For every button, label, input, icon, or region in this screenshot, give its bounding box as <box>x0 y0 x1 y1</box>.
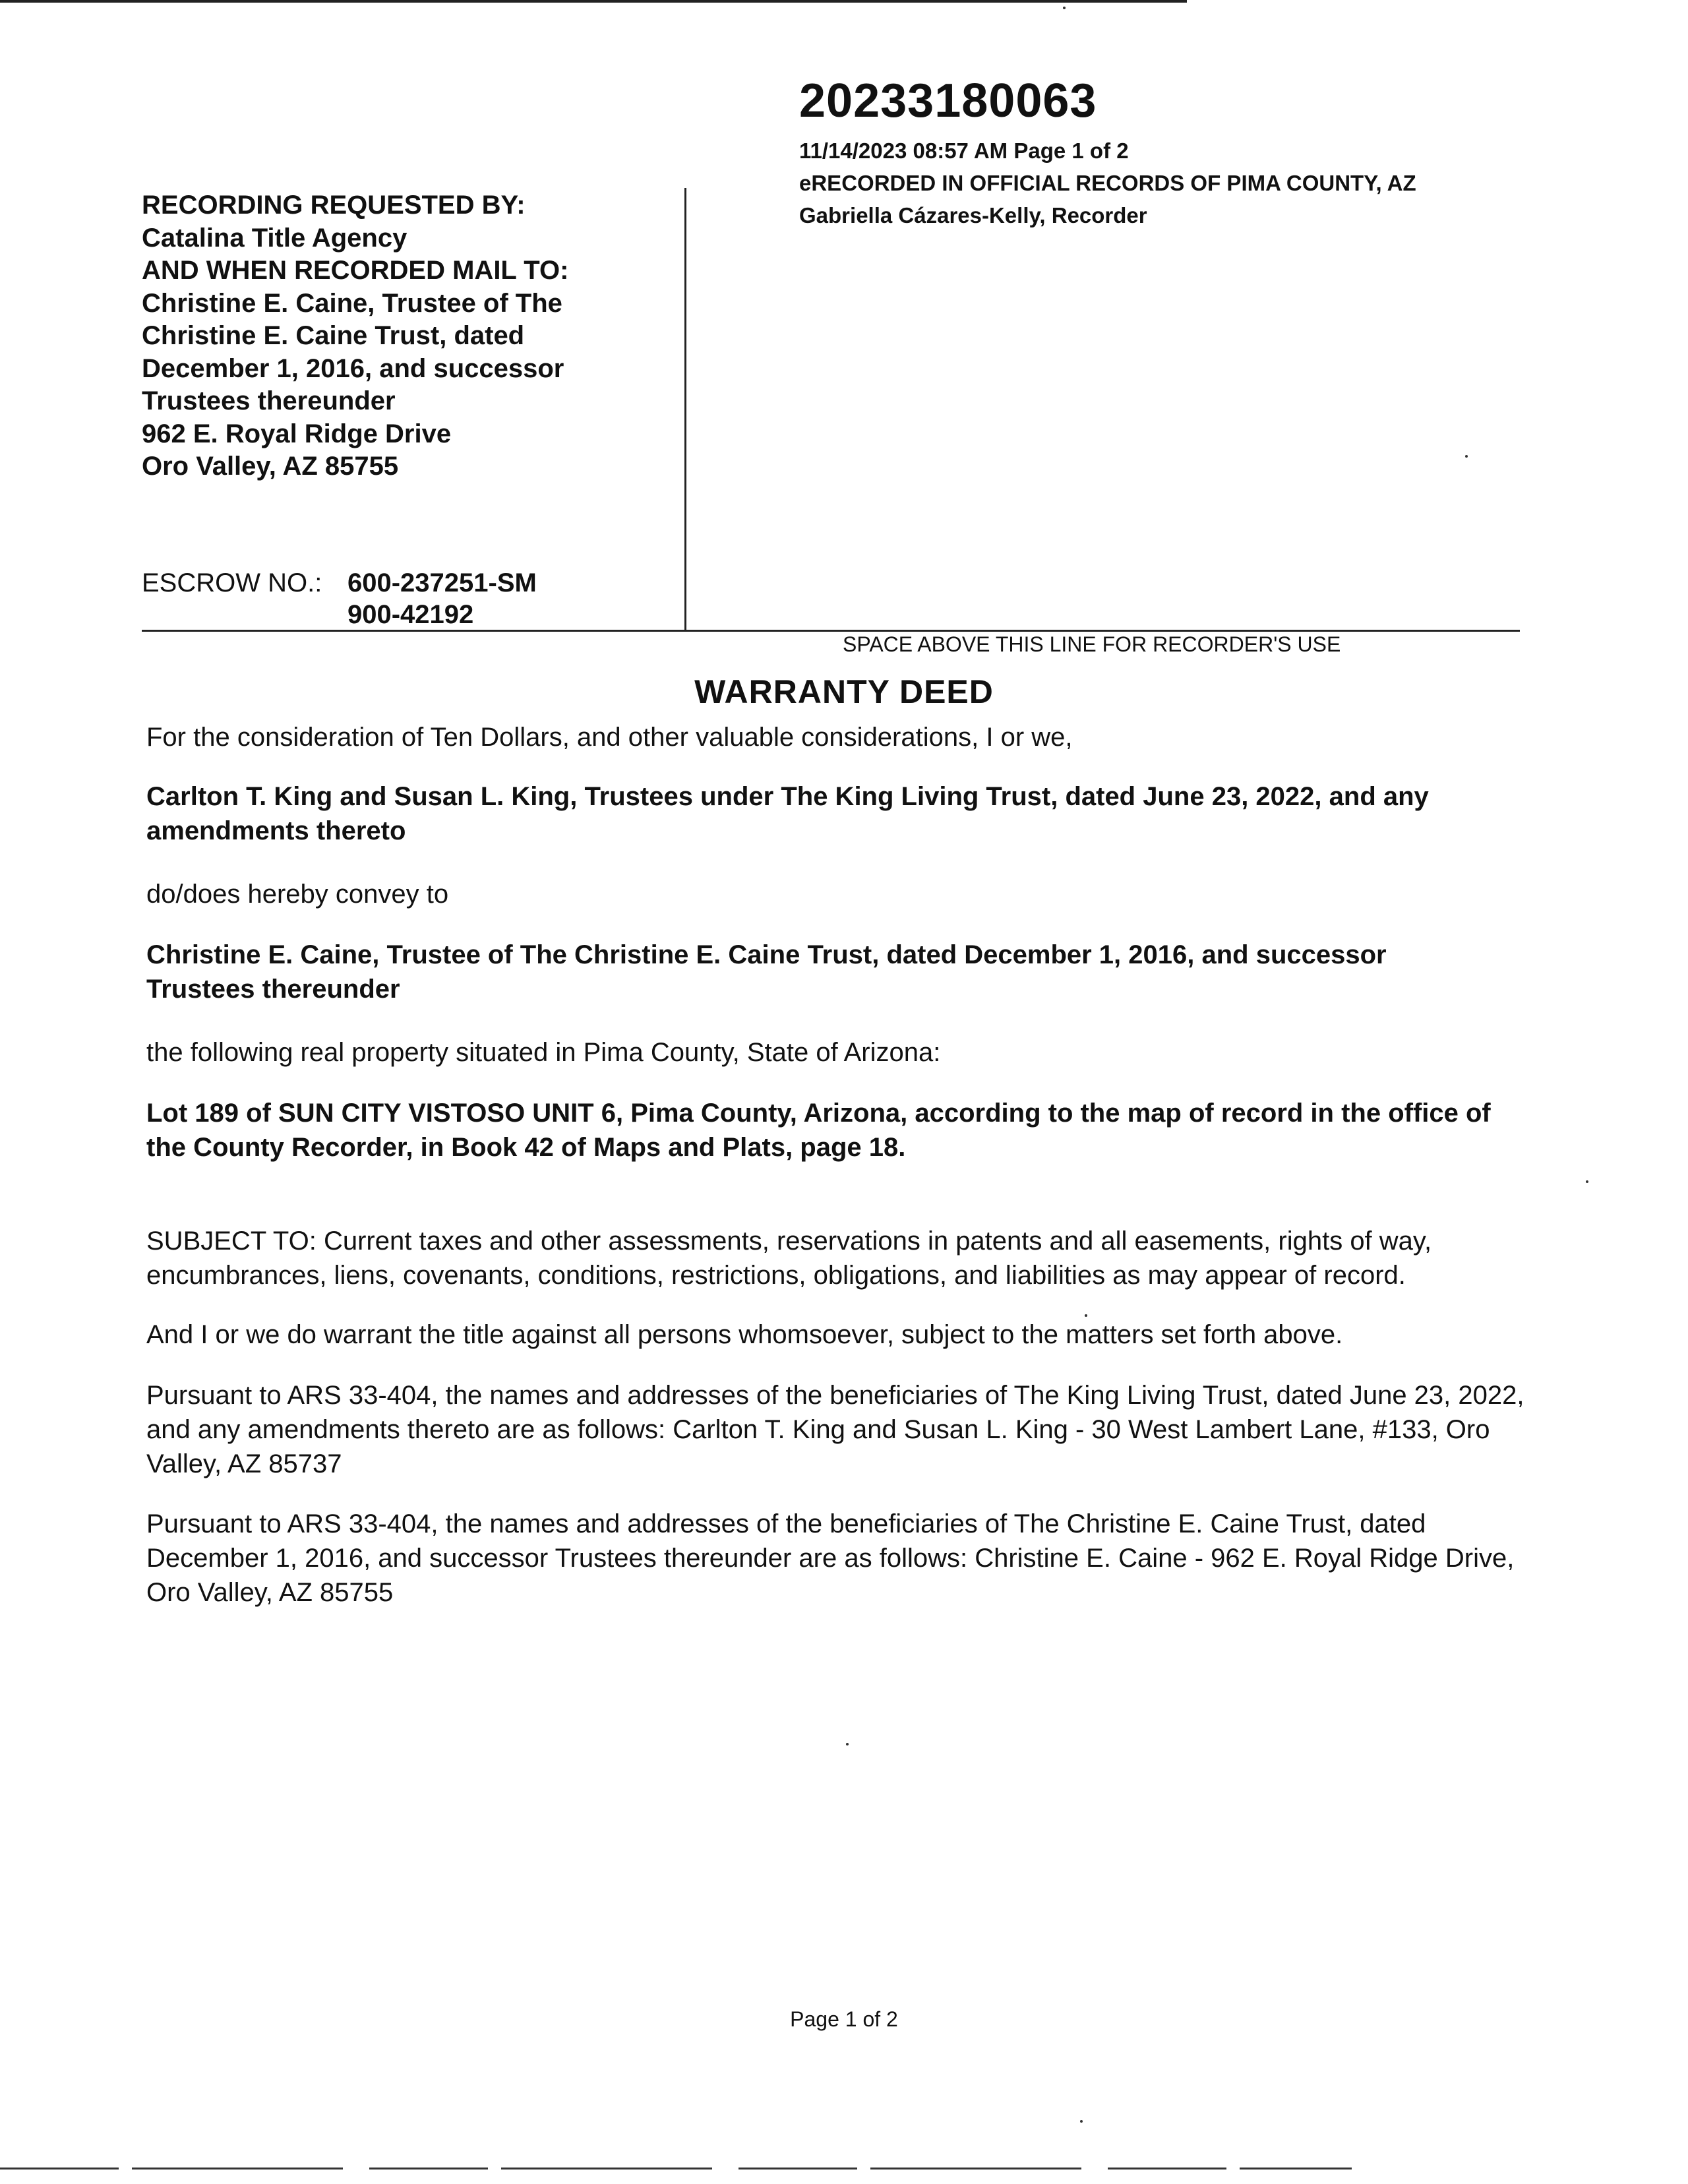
property-intro-paragraph: the following real property situated in Pima County, State of Arizona: <box>146 1038 941 1067</box>
recorder-name-line: Gabriella Cázares-Kelly, Recorder <box>799 203 1147 228</box>
escrow-number-secondary: 900-42192 <box>347 600 474 629</box>
legal-description-paragraph: Lot 189 of SUN CITY VISTOSO UNIT 6, Pima County, Arizona, according to the map of record in the office of the County Recorder, in Book 42 of Maps and Plats, page 18. <box>146 1099 1491 1162</box>
recorder-space-divider <box>142 630 1520 632</box>
scan-speck <box>846 1743 849 1745</box>
subject-to-paragraph: SUBJECT TO: Current taxes and other assessments, reservations in patents and all easements, rights of way, encumbrances, liens, covenants, conditions, restrictions, obligations, and liabilities as may appear of record. <box>146 1227 1432 1290</box>
scan-speck <box>1080 2120 1083 2123</box>
grantee-paragraph: Christine E. Caine, Trustee of The Christine E. Caine Trust, dated December 1, 2016, and successor Trustees thereunder <box>146 940 1387 1004</box>
scan-edge-top <box>0 0 1187 3</box>
recorder-space-note: SPACE ABOVE THIS LINE FOR RECORDER'S USE <box>843 632 1341 656</box>
recorded-in-line: eRECORDED IN OFFICIAL RECORDS OF PIMA COUNTY, AZ <box>799 171 1416 195</box>
beneficiaries-grantee-paragraph: Pursuant to ARS 33-404, the names and addresses of the beneficiaries of The Christine E. Caine Trust, dated December 1, 2016, and successor Trustees thereunder are as follows: Christine E. Caine - 962 E. Royal Ridge Drive, Oro Valley, AZ 85755 <box>146 1509 1515 1607</box>
recording-line: Trustees thereunder <box>142 386 396 415</box>
record-date-line: 11/14/2023 08:57 AM Page 1 of 2 <box>799 138 1129 163</box>
grantor-paragraph: Carlton T. King and Susan L. King, Trustees under The King Living Trust, dated June 23, 2022, and any amendments thereto <box>146 782 1429 845</box>
convey-paragraph: do/does hereby convey to <box>146 880 449 909</box>
scan-edge-bottom <box>0 2168 1352 2169</box>
recording-line: RECORDING REQUESTED BY: <box>142 191 526 220</box>
consideration-paragraph: For the consideration of Ten Dollars, and other valuable considerations, I or we, <box>146 723 1073 752</box>
document-title: WARRANTY DEED <box>694 673 994 710</box>
recording-line: AND WHEN RECORDED MAIL TO: <box>142 256 569 285</box>
recording-line: Catalina Title Agency <box>142 223 407 253</box>
escrow-number-primary: 600-237251-SM <box>347 568 537 597</box>
scan-speck <box>1586 1180 1588 1183</box>
record-number: 20233180063 <box>799 75 1097 127</box>
recording-line: Christine E. Caine, Trustee of The <box>142 288 562 318</box>
escrow-label: ESCROW NO.: <box>142 568 322 597</box>
recording-line: Christine E. Caine Trust, dated <box>142 321 525 350</box>
scan-speck <box>1465 455 1468 458</box>
warranty-paragraph: And I or we do warrant the title against all persons whomsoever, subject to the matters set forth above. <box>146 1320 1343 1349</box>
recording-line: December 1, 2016, and successor <box>142 353 564 383</box>
recording-line: 962 E. Royal Ridge Drive <box>142 419 452 448</box>
beneficiaries-grantor-paragraph: Pursuant to ARS 33-404, the names and addresses of the beneficiaries of The King Living Trust, dated June 23, 2022, and any amendments thereto are as follows: Carlton T. King and Susan L. King - 30 West Lambert Lane, #133, Oro Valley, AZ 85737 <box>146 1381 1524 1478</box>
header-vertical-divider <box>684 188 686 631</box>
page-footer: Page 1 of 2 <box>790 2007 898 2031</box>
recording-block <box>142 189 669 483</box>
recording-line: Oro Valley, AZ 85755 <box>142 452 399 481</box>
scan-speck <box>1063 7 1066 9</box>
scan-speck <box>1085 1314 1087 1317</box>
